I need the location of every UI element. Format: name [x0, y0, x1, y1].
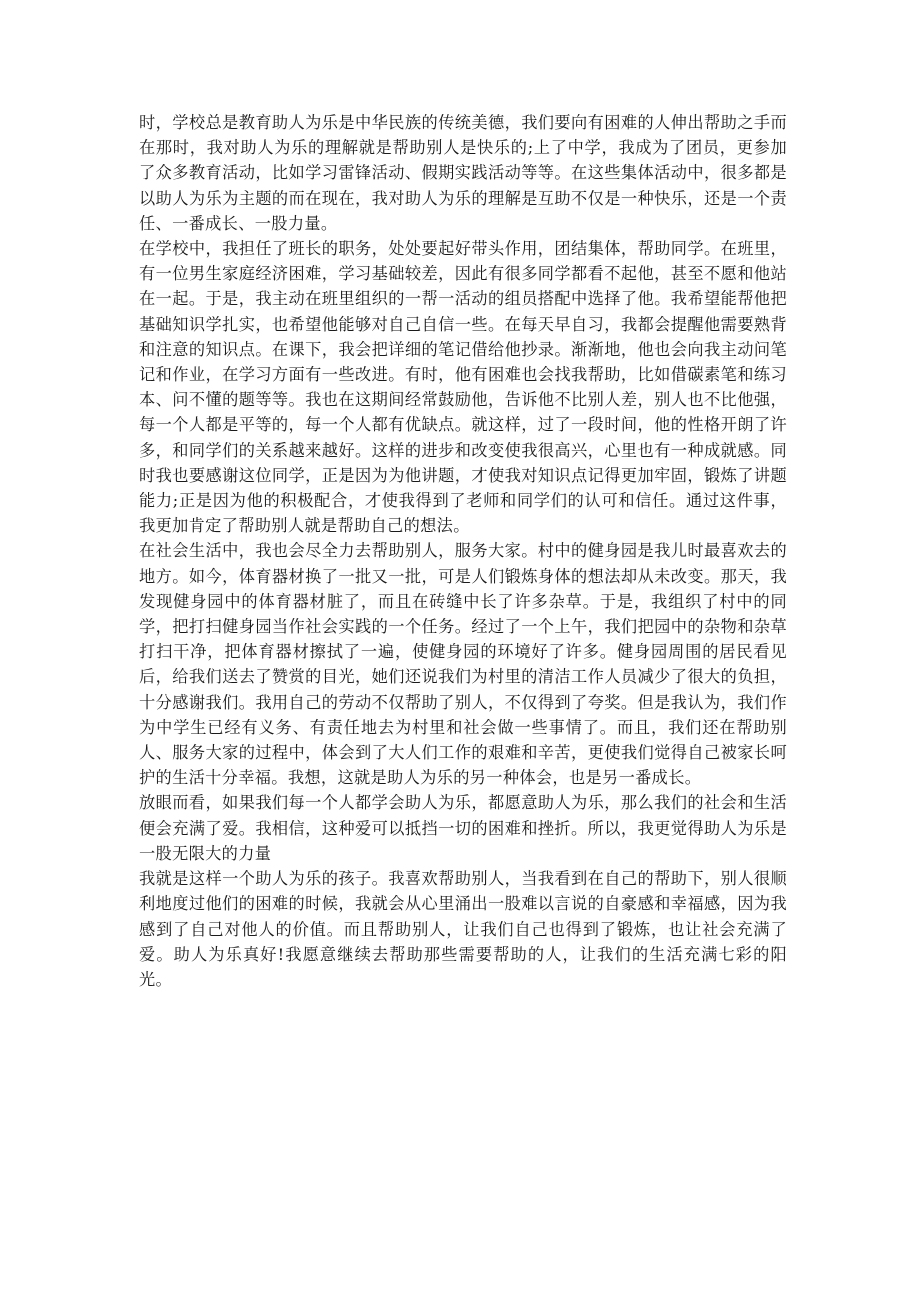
document-body — [139, 110, 787, 992]
paragraph-2: 在学校中，我担任了班长的职务，处处要起好带头作用，团结集体，帮助同学。在班里，有一位男生家庭经济困难，学习基础较差，因此有很多同学都看不起他，甚至不愿和他站在一起。于是，我主动在班里组织的一帮一活动的组员搭配中选择了他。我希望能帮他把基础知识学扎实，也希望他能够对自己自信一些。在每天早自习，我都会提醒他需要熟背和注意的知识点。在课下，我会把详细的笔记借给他抄录。渐渐地，他也会向我主动问笔记和作业，在学习方面有一些改进。有时，他有困难也会找我帮助，比如借碳素笔和练习本、问不懂的题等等。我也在这期间经常鼓励他，告诉他不比别人差，别人也不比他强，每一个人都是平等的，每一个人都有优缺点。就这样，过了一段时间，他的性格开朗了许多，和同学们的关系越来越好。这样的进步和改变使我很高兴，心里也有一种成就感。同时我也要感谢这位同学，正是因为为他讲题，才使我对知识点记得更加牢固，锻炼了讲题能力;正是因为他的积极配合，才使我得到了老师和同学们的认可和信任。通过这件事，我更加肯定了帮助别人就是帮助自己的想法。 — [139, 239, 787, 536]
paragraph-3: 在社会生活中，我也会尽全力去帮助别人，服务大家。村中的健身园是我儿时最喜欢去的地方。如今，体育器材换了一批又一批，可是人们锻炼身体的想法却从未改变。那天，我发现健身园中的体育器材脏了，而且在砖缝中长了许多杂草。于是，我组织了村中的同学，把打扫健身园当作社会实践的一个任务。经过了一个上午，我们把园中的杂物和杂草打扫干净，把体育器材擦拭了一遍，使健身园的环境好了许多。健身园周围的居民看见后，给我们送去了赞赏的目光，她们还说我们为村里的清洁工作人员减少了很大的负担，十分感谢我们。我用自己的劳动不仅帮助了别人，不仅得到了夸奖。但是我认为，我们作为中学生已经有义务、有责任地去为村里和社会做一些事情了。而且，我们还在帮助别人、服务大家的过程中，体会到了大人们工作的艰难和辛苦，更使我们觉得自己被家长呵护的生活十分幸福。我想，这就是助人为乐的另一种体会，也是另一番成长。 — [139, 541, 787, 788]
paragraph-5: 我就是这样一个助人为乐的孩子。我喜欢帮助别人，当我看到在自己的帮助下，别人很顺利地度过他们的困难的时候，我就会从心里涌出一股难以言说的自豪感和幸福感，因为我感到了自己对他人的价值。而且帮助别人，让我们自己也得到了锻炼，也让社会充满了爱。助人为乐真好!我愿意继续去帮助那些需要帮助的人，让我们的生活充满七彩的阳光。 — [139, 869, 787, 989]
paragraph-1: 时，学校总是教育助人为乐是中华民族的传统美德，我们要向有困难的人伸出帮助之手而在那时，我对助人为乐的理解就是帮助别人是快乐的;上了中学，我成为了团员，更参加了众多教育活动，比如学习雷锋活动、假期实践活动等等。在这些集体活动中，很多都是以助人为乐为主题的而在现在，我对助人为乐的理解是互助不仅是一种快乐，还是一个责任、一番成长、一股力量。 — [139, 113, 787, 233]
paragraph-4: 放眼而看，如果我们每一个人都学会助人为乐，都愿意助人为乐，那么我们的社会和生活便会充满了爱。我相信，这种爱可以抵挡一切的困难和挫折。所以，我更觉得助人为乐是一股无限大的力量 — [139, 793, 787, 863]
